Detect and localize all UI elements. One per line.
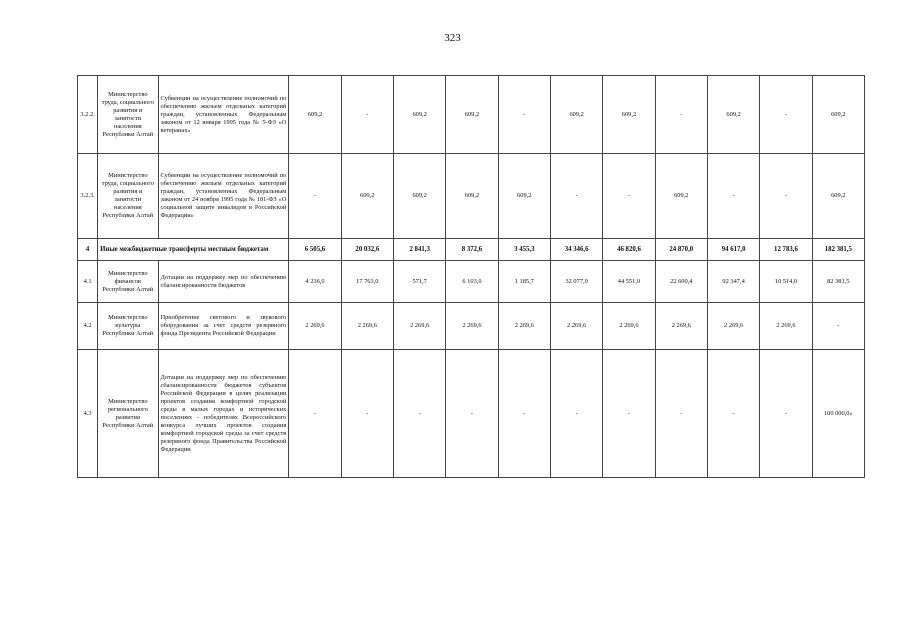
row-value: 609,2 bbox=[393, 154, 445, 239]
row-value: 2 269,6 bbox=[760, 303, 812, 350]
row-value: 2 269,6 bbox=[498, 303, 550, 350]
row-value: - bbox=[707, 154, 759, 239]
row-value: 2 269,6 bbox=[655, 303, 707, 350]
row-number: 4.2 bbox=[78, 303, 98, 350]
row-value: 94 617,0 bbox=[707, 239, 759, 261]
row-number: 4.1 bbox=[78, 261, 98, 303]
row-value: 8 372,6 bbox=[446, 239, 498, 261]
row-value: 609,2 bbox=[812, 76, 864, 154]
row-organization: Министерство регионального развития Республики Алтай bbox=[98, 350, 158, 478]
row-value: 100 000,0» bbox=[812, 350, 864, 478]
row-value: 609,2 bbox=[603, 76, 655, 154]
row-value: 609,2 bbox=[812, 154, 864, 239]
row-value: 32 077,0 bbox=[550, 261, 602, 303]
row-value: 44 551,0 bbox=[603, 261, 655, 303]
row-number: 3.2.2. bbox=[78, 76, 98, 154]
row-value: - bbox=[498, 76, 550, 154]
row-value: 609,2 bbox=[446, 76, 498, 154]
row-value: 2 269,6 bbox=[707, 303, 759, 350]
row-value: 24 870,0 bbox=[655, 239, 707, 261]
row-value: 2 269,6 bbox=[446, 303, 498, 350]
row-value: - bbox=[341, 350, 393, 478]
table-row bbox=[78, 350, 865, 478]
row-description: Субвенции на осуществление полномочий по обеспечению жильем отдельных категорий граждан, установленных Федеральным законом от 12 января 1995 года № 5-ФЗ «О ветеранах» bbox=[158, 76, 289, 154]
row-description: Субвенции на осуществление полномочий по обеспечению жильем отдельных категорий граждан, установленных Федеральным законом от 24 ноября 1995 года № 181-ФЗ «О социальной защите инвалидов в Российской Федерации» bbox=[158, 154, 289, 239]
row-value: 609,2 bbox=[498, 154, 550, 239]
table-row bbox=[78, 76, 865, 154]
row-number: 3.2.3. bbox=[78, 154, 98, 239]
row-value: 92 347,4 bbox=[707, 261, 759, 303]
table-row bbox=[78, 303, 865, 350]
row-value: 2 841,3 bbox=[393, 239, 445, 261]
row-value: 10 514,0 bbox=[760, 261, 812, 303]
row-organization: Министерство финансов Республики Алтай bbox=[98, 261, 158, 303]
row-value: 6 505,6 bbox=[289, 239, 341, 261]
row-description: Дотации на поддержку мер по обеспечению сбалансированности бюджетов bbox=[158, 261, 289, 303]
row-value: 609,2 bbox=[550, 76, 602, 154]
row-value: 1 185,7 bbox=[498, 261, 550, 303]
row-value: 46 820,6 bbox=[603, 239, 655, 261]
row-value: 3 455,3 bbox=[498, 239, 550, 261]
row-value: 6 103,0 bbox=[446, 261, 498, 303]
row-value: 609,2 bbox=[446, 154, 498, 239]
row-value: - bbox=[498, 350, 550, 478]
row-value: - bbox=[603, 350, 655, 478]
row-value: 82 381,5 bbox=[812, 261, 864, 303]
row-value: 609,2 bbox=[341, 154, 393, 239]
row-value: - bbox=[446, 350, 498, 478]
row-value: 609,2 bbox=[707, 76, 759, 154]
row-value: 34 346,6 bbox=[550, 239, 602, 261]
table-row bbox=[78, 154, 865, 239]
row-value: - bbox=[812, 303, 864, 350]
row-value: - bbox=[655, 76, 707, 154]
table-row bbox=[78, 261, 865, 303]
row-organization: Министерство культуры Республики Алтай bbox=[98, 303, 158, 350]
row-value: 2 269,6 bbox=[341, 303, 393, 350]
page-number: 323 bbox=[444, 32, 461, 44]
row-value: - bbox=[655, 350, 707, 478]
table-row-total bbox=[78, 239, 865, 261]
row-value: - bbox=[707, 350, 759, 478]
row-value: - bbox=[603, 154, 655, 239]
row-value: 20 032,6 bbox=[341, 239, 393, 261]
row-value: 2 269,6 bbox=[603, 303, 655, 350]
row-value: 182 381,5 bbox=[812, 239, 864, 261]
row-value: 17 763,0 bbox=[341, 261, 393, 303]
row-value: 12 783,6 bbox=[760, 239, 812, 261]
row-value: 609,2 bbox=[393, 76, 445, 154]
row-value: - bbox=[289, 350, 341, 478]
row-value: 2 269,6 bbox=[550, 303, 602, 350]
row-description: Дотации на поддержку мер по обеспечению сбалансированности бюджетов субъектов Российской Федерации в целях реализации проектов создания комфортной городской среды в малых городах и исторических поселениях - победителях Всероссийского конкурса лучших проектов создания комфортной городской среды за счет средств резервного фонда Правительства Российской Федерации bbox=[158, 350, 289, 478]
row-value: - bbox=[760, 76, 812, 154]
row-title: Иные межбюджетные трансферты местным бюджетам bbox=[98, 239, 289, 261]
row-value: - bbox=[550, 154, 602, 239]
row-value: 609,2 bbox=[655, 154, 707, 239]
row-value: - bbox=[550, 350, 602, 478]
row-value: 609,2 bbox=[289, 76, 341, 154]
row-value: 2 269,6 bbox=[393, 303, 445, 350]
row-value: - bbox=[393, 350, 445, 478]
row-value: 22 600,4 bbox=[655, 261, 707, 303]
row-value: 4 236,0 bbox=[289, 261, 341, 303]
row-value: - bbox=[341, 76, 393, 154]
row-value: - bbox=[760, 154, 812, 239]
row-description: Приобретение светового и звукового оборудования за счет средств резервного фонда Президента Российской Федерации bbox=[158, 303, 289, 350]
row-value: - bbox=[760, 350, 812, 478]
row-value: 571,7 bbox=[393, 261, 445, 303]
row-number: 4.3 bbox=[78, 350, 98, 478]
row-value: 2 269,6 bbox=[289, 303, 341, 350]
row-number: 4 bbox=[78, 239, 98, 261]
row-value: - bbox=[289, 154, 341, 239]
row-organization: Министерство труда, социального развития и занятости населения Республики Алтай bbox=[98, 76, 158, 154]
budget-table bbox=[77, 75, 865, 478]
row-organization: Министерство труда, социального развития и занятости населения Республики Алтай bbox=[98, 154, 158, 239]
